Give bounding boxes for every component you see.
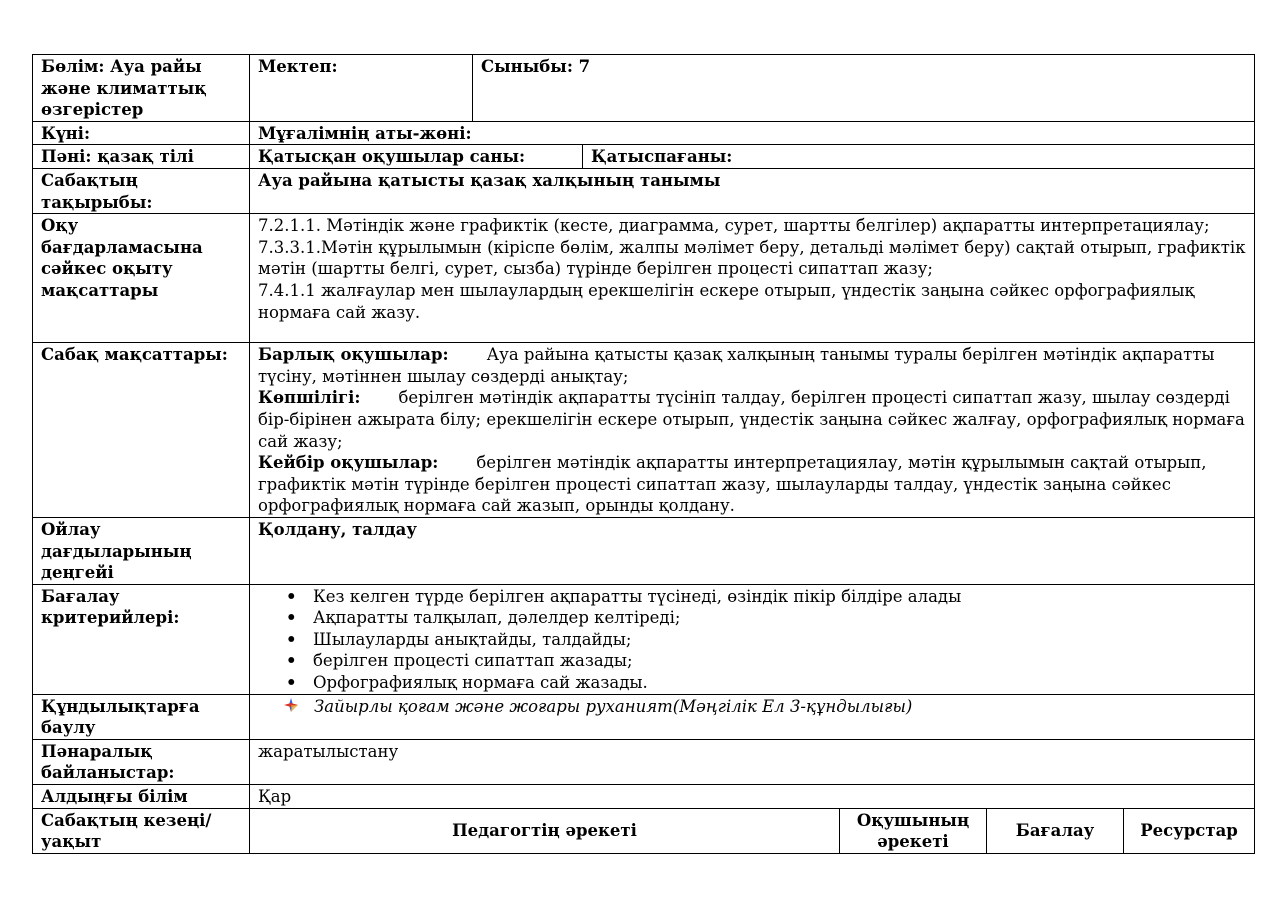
objectives-label: Оқу бағдарламасына сәйкес оқыту мақсаттары — [33, 214, 250, 343]
stage-time-header: Сабақтың кезеңі/ уақыт — [33, 808, 250, 853]
goal-all-text: Ауа райына қатысты қазақ халқының танымы туралы берілген мәтіндік ақпаратты түсіну, мәтіннен шылау сөздерді анықтау; — [258, 345, 1215, 386]
prior-knowledge-row — [33, 785, 1255, 809]
thinking-row — [33, 517, 1255, 584]
criteria-item: • Орфографиялық нормаға сай жазады. — [313, 672, 1246, 694]
teacher-name-cell: Мұғалімнің аты-жөні: — [250, 121, 1255, 145]
lesson-goals-content — [250, 343, 1255, 518]
values-label: Құндылықтарға баулу — [33, 694, 250, 739]
lesson-goals-row — [33, 343, 1255, 518]
assessment-header: Бағалау — [987, 808, 1124, 853]
goal-all — [258, 344, 1246, 387]
objective-item: 7.2.1.1. Мәтіндік және графиктік (кесте, диаграмма, сурет, шартты белгілер) ақпаратты интерпретациялау; — [258, 216, 1210, 236]
prior-knowledge-value: Қар — [250, 785, 1255, 809]
absent-count-cell: Қатыспағаны: — [583, 145, 1255, 169]
subject-row — [33, 145, 1255, 169]
criteria-label: Бағалау критерийлері: — [33, 584, 250, 694]
goal-all-label: Барлық оқушылар: — [258, 345, 449, 365]
values-content — [250, 694, 1255, 739]
topic-label: Сабақтың тақырыбы: — [33, 168, 250, 213]
thinking-value: Қолдану, талдау — [250, 517, 1255, 584]
interdisciplinary-value: жаратылыстану — [250, 739, 1255, 784]
prior-knowledge-label: Алдыңғы білім — [33, 785, 250, 809]
interdisciplinary-row — [33, 739, 1255, 784]
stages-header-row — [33, 808, 1255, 853]
goal-some-label: Кейбір оқушылар: — [258, 453, 439, 473]
values-row — [33, 694, 1255, 739]
section-cell: Бөлім: Ауа райы және климаттық өзгерістер — [33, 55, 250, 122]
grade-cell: Сыныбы: 7 — [473, 55, 1255, 122]
diamond-bullet-icon — [284, 696, 314, 718]
resources-header: Ресурстар — [1124, 808, 1255, 853]
present-count-cell: Қатысқан оқушылар саны: — [250, 145, 583, 169]
objective-item: 7.4.1.1 жалғаулар мен шылаулардың ерекшелігін ескере отырып, үндестік заңына сәйкес орфографиялық нормаға сай жазу. — [258, 280, 1195, 322]
date-cell: Күні: — [33, 121, 250, 145]
thinking-label: Ойлау дағдыларының деңгейі — [33, 517, 250, 584]
topic-value: Ауа райына қатысты қазақ халқының танымы — [250, 168, 1255, 213]
goal-some-text: берілген мәтіндік ақпаратты интерпретациялау, мәтін құрылымын сақтай отырып, графиктік мәтін түрінде берілген процесті сипаттап жазу, шылауларды талдау, үндестік заңына сәйкес орфографиялық нормаға сай жазып, орынды қолдану. — [258, 453, 1207, 516]
objective-item: 7.3.3.1.Мәтін құрылымын (кіріспе бөлім, жалпы мәлімет беру, детальді мәлімет беру) сақтай отырып, графиктік мәтін (шартты белгі, сурет, сызба) түрінде берілген процесті сипаттап жазу; — [258, 237, 1246, 279]
header-row — [33, 55, 1255, 122]
student-action-header: Оқушының әрекеті — [840, 808, 987, 853]
criteria-row — [33, 584, 1255, 694]
values-text: Зайырлы қоғам және жоғары руханият(Мәңгілік Ел 3-құндылығы) — [314, 696, 913, 716]
school-cell: Мектеп: — [250, 55, 473, 122]
criteria-item: • берілген процесті сипаттап жазады; — [313, 650, 1246, 672]
subject-cell: Пәні: қазақ тілі — [33, 145, 250, 169]
goal-most — [258, 387, 1246, 452]
interdisciplinary-label: Пәнаралық байланыстар: — [33, 739, 250, 784]
date-row — [33, 121, 1255, 145]
objectives-list — [250, 214, 1255, 343]
criteria-item: • Кез келген түрде берілген ақпаратты түсінеді, өзіндік пікір білдіре алады — [313, 586, 1246, 608]
goal-most-text: берілген мәтіндік ақпаратты түсініп талдау, берілген процесті сипаттап жазу, шылау сөздерді бір-бірінен ажырата білу; ерекшелігін ескере отырып, үндестік заңына сәйкес жалғау, орфографиялық нормаға сай жазу; — [258, 388, 1245, 451]
criteria-content — [250, 584, 1255, 694]
topic-row — [33, 168, 1255, 213]
criteria-item: • Ақпаратты талқылап, дәлелдер келтіреді; — [313, 607, 1246, 629]
lesson-goals-label: Сабақ мақсаттары: — [33, 343, 250, 518]
objectives-row — [33, 214, 1255, 343]
goal-some — [258, 452, 1246, 517]
criteria-item: • Шылауларды анықтайды, талдайды; — [313, 629, 1246, 651]
criteria-list — [258, 586, 1246, 694]
goal-most-label: Көпшілігі: — [258, 388, 361, 408]
lesson-plan-table — [32, 54, 1255, 854]
teacher-action-header: Педагогтің әрекеті — [250, 808, 840, 853]
